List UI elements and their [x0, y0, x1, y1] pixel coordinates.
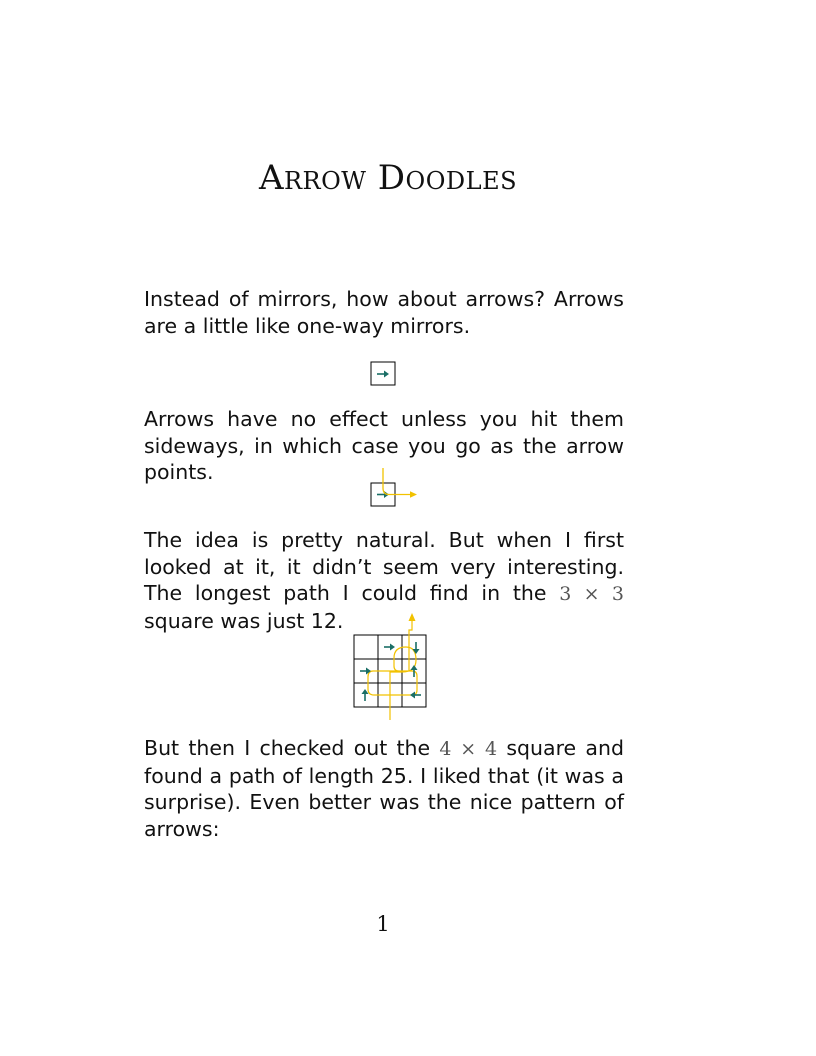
- arrow-down-icon: [413, 642, 420, 654]
- paragraph-arrows-effect: Arrows have no effect unless you hit them sideways, in which case you go as the arrow points.: [144, 407, 624, 484]
- three-by-three-figure: [349, 610, 433, 722]
- text-run: square was just 12.: [144, 608, 344, 633]
- path-arrowhead-icon: [409, 613, 416, 621]
- paragraph-intro: Instead of mirrors, how about arrows? Arrows are a little like one-way mirrors.: [144, 287, 624, 338]
- arrow-up-icon: [362, 689, 369, 701]
- deflection-figure: [366, 466, 422, 512]
- paragraph-four-by-four: [144, 735, 624, 842]
- arrow-right-icon: [384, 644, 395, 651]
- math-4x4: 4 × 4: [439, 738, 498, 760]
- text-run: The idea is pretty natural. But when I first looked at it, it didn’t seem very interesting. The longest path I could find in the: [144, 528, 624, 605]
- math-3x3: 3 × 3: [559, 583, 624, 605]
- text-run: But then I checked out the: [144, 736, 440, 760]
- page-number: 1: [376, 912, 390, 936]
- single-arrow-figure: [366, 358, 402, 390]
- text-run: square and found a path of length 25. I liked that (it was a surprise). Even better was the nice pattern of arrows:: [144, 736, 624, 841]
- page-title: Arrow Doodles: [258, 158, 518, 198]
- path-arrowhead-icon: [410, 491, 417, 498]
- light-path: [368, 618, 417, 720]
- arrow-left-icon: [410, 692, 421, 699]
